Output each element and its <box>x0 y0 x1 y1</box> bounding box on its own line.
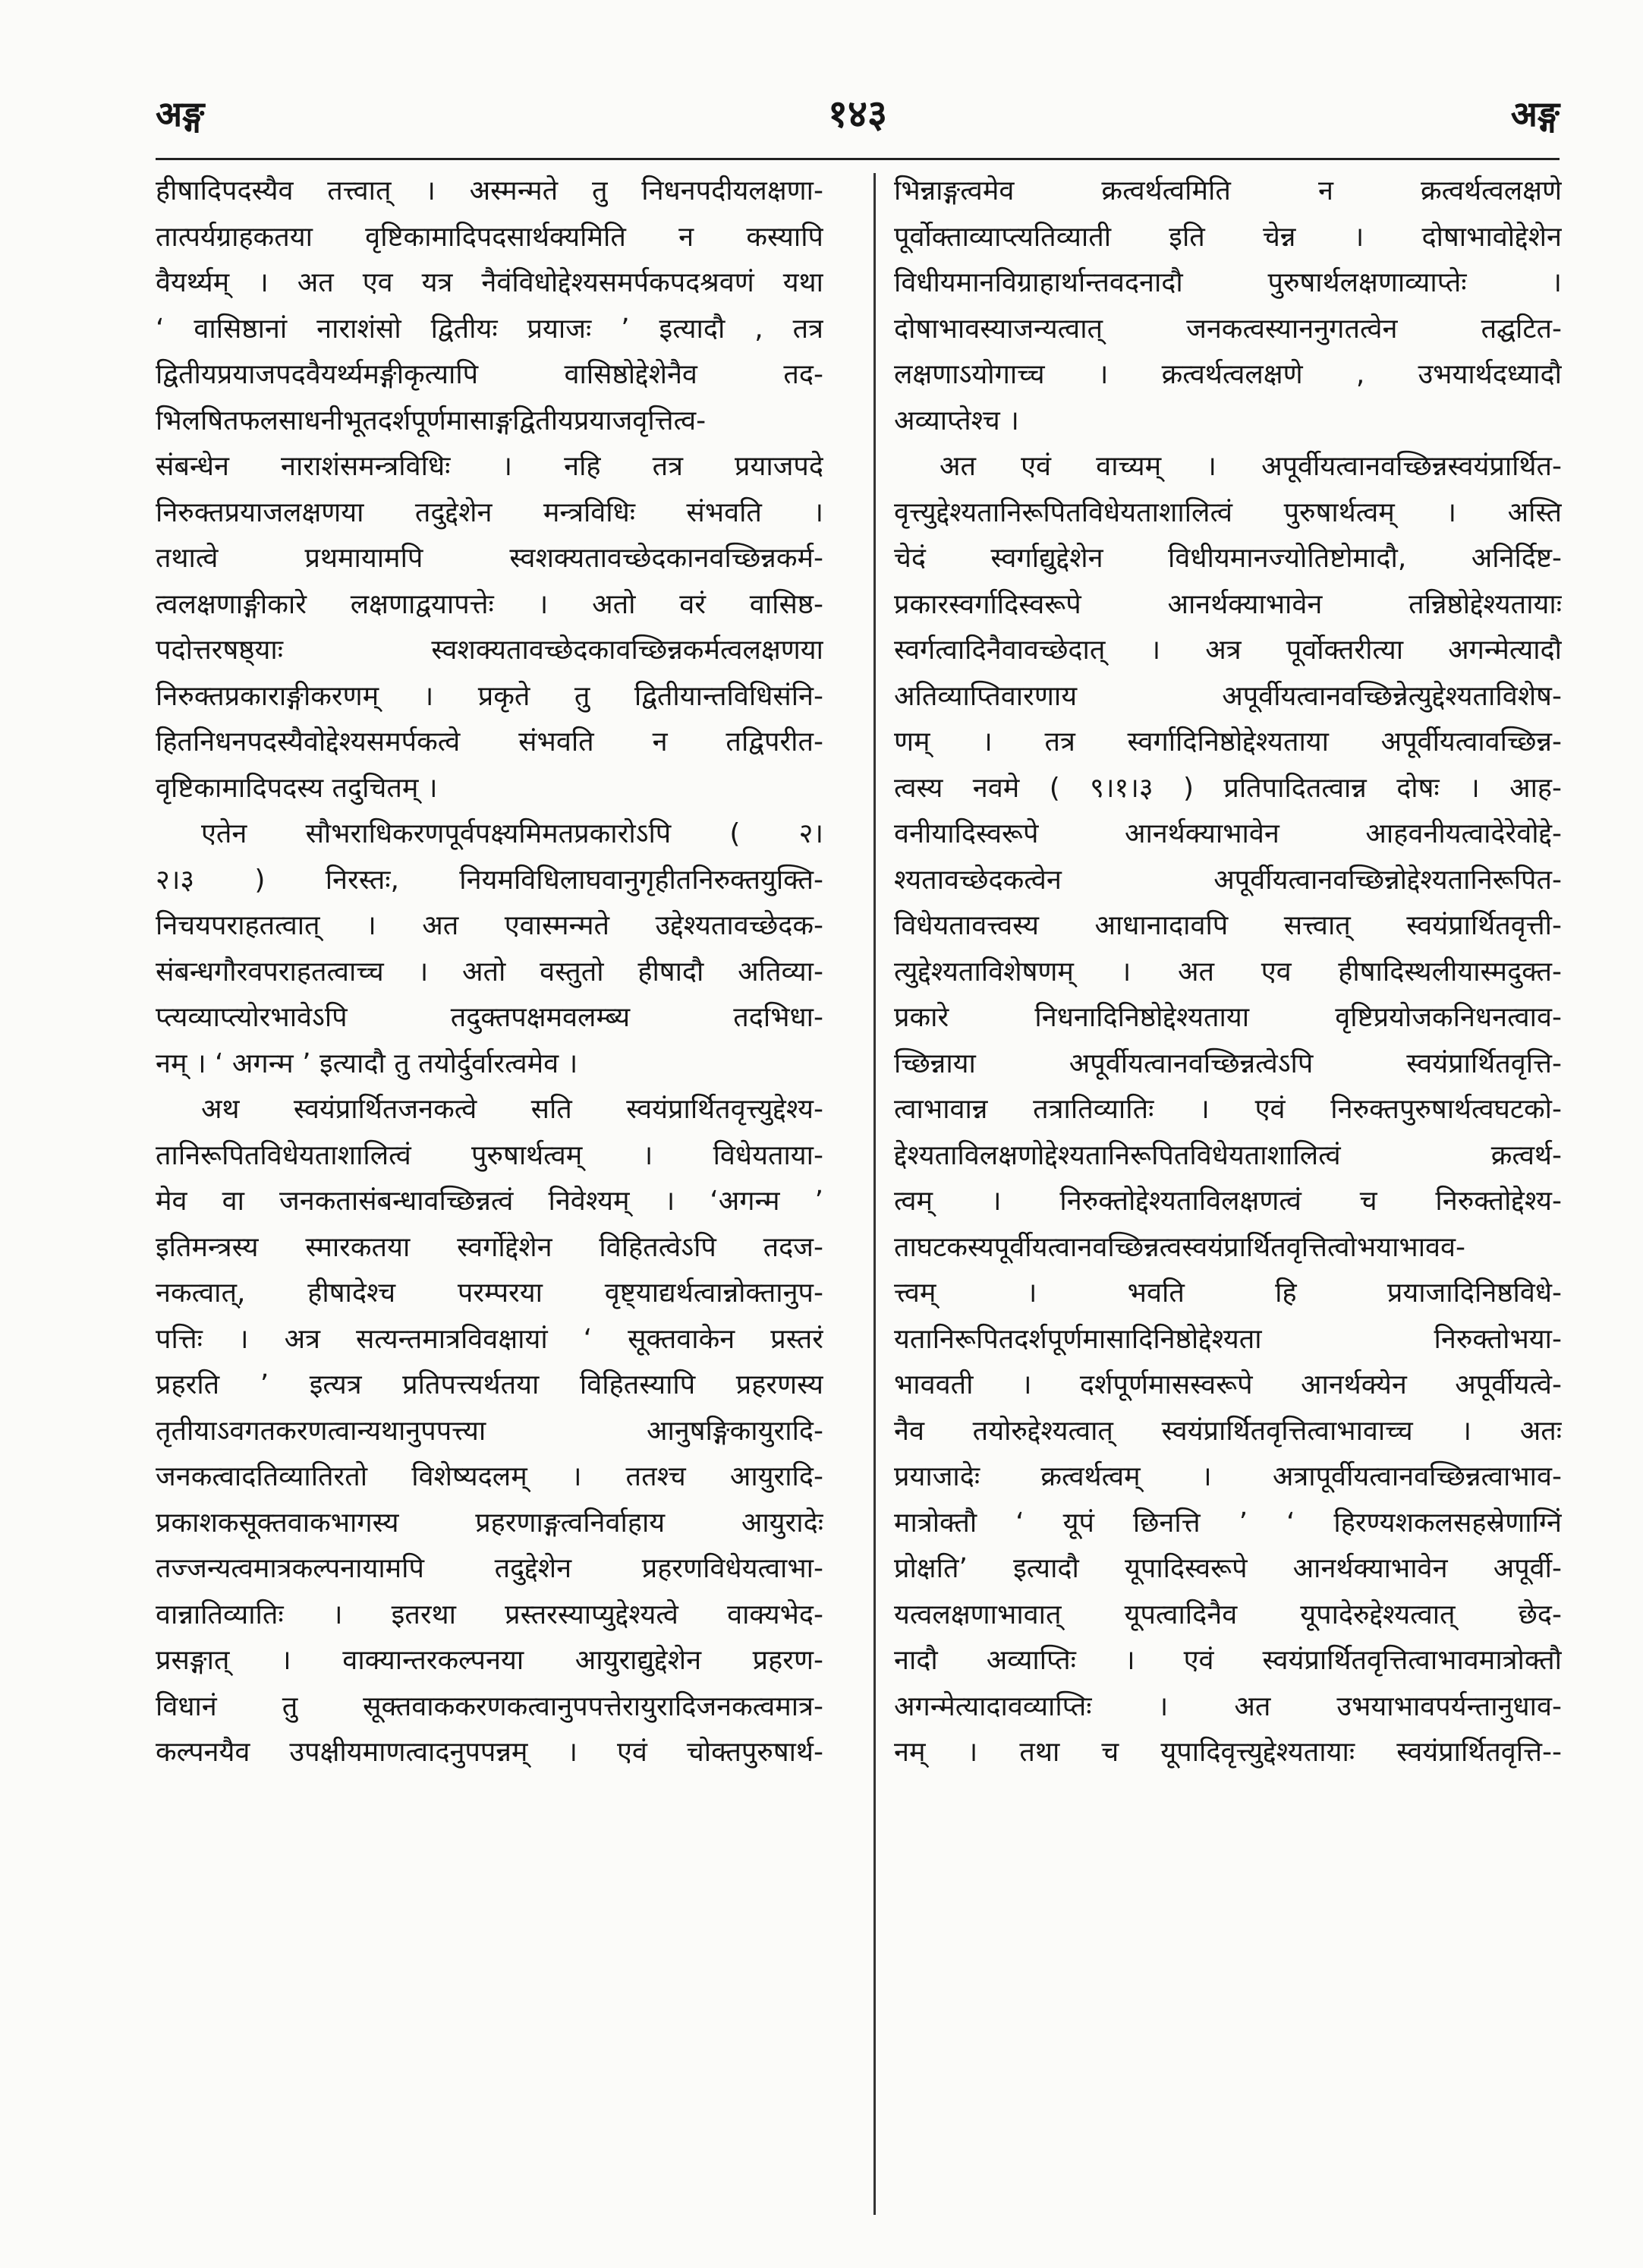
text-line: वृष्टिकामादिपदस्य तदुचितम् । <box>156 772 438 804</box>
text-line: ताघटकस्यपूर्वीयत्वानवच्छिन्नत्वस्वयंप्रार्थितवृत्तित्वोभयाभावव- <box>894 1231 1466 1263</box>
text-line: वान्नातिव्यातिः । इतरथा प्रस्तरस्याप्युद्देश्यत्वे वाक्यभेद- <box>156 1599 823 1630</box>
text-line: प्रयाजादेः क्रत्वर्थत्वम् । अत्रापूर्वीयत्वानवच्छिन्नत्वाभाव- <box>894 1461 1562 1492</box>
text-line: नादौ अव्याप्तिः । एवं स्वयंप्रार्थितवृत्तित्वाभावमात्रोक्तौ <box>894 1645 1562 1676</box>
text-line: अगन्मेत्यादावव्याप्तिः । अत उभयाभावपर्यन्तानुधाव- <box>894 1690 1562 1722</box>
text-line: स्वर्गत्वादिनैवावच्छेदात् । अत्र पूर्वोक्तरीत्या अगन्मेत्यादौ <box>894 635 1562 666</box>
text-line: ‘ वासिष्ठानां नाराशंसो द्वितीयः प्रयाजः ’ इत्यादौ , तत्र <box>156 313 823 345</box>
text-line: हीषादिपदस्यैव तत्त्वात् । अस्मन्मते तु निधनपदीयलक्षणा- <box>156 175 823 206</box>
text-line: नैव तयोरुद्देश्यत्वात् स्वयंप्रार्थितवृत्तित्वाभावाच्च । अतः <box>894 1415 1562 1447</box>
text-line: पूर्वोक्ताव्याप्त्यतिव्याती इति चेन्न । दोषाभावोद्देशेन <box>894 221 1562 253</box>
text-line: वैयर्थ्यम् । अत एव यत्र नैवंविधोद्देश्यसमर्पकपदश्रवणं यथा <box>156 267 823 298</box>
text-line: निचयपराहतत्वात् । अत एवास्मन्मते उद्देश्यतावच्छेदक- <box>156 910 823 941</box>
text-line: प्रकारस्वर्गादिस्वरूपे आनर्थक्याभावेन तन्निष्ठोद्देश्यतायाः <box>894 588 1562 620</box>
text-line: द्देश्यताविलक्षणोद्देश्यतानिरूपितविधेयताशालित्वं क्रत्वर्थ- <box>894 1139 1562 1171</box>
text-line: भाववती । दर्शपूर्णमासस्वरूपे आनर्थक्येन अपूर्वीयत्वे- <box>894 1369 1562 1400</box>
text-line: संबन्धगौरवपराहतत्वाच्च । अतो वस्तुतो हीषादौ अतिव्या- <box>156 956 823 988</box>
text-line: अतिव्याप्तिवारणाय अपूर्वीयत्वानवच्छिन्नेत्युद्देश्यताविशेष- <box>894 680 1562 712</box>
text-line: प्रहरति ’ इत्यत्र प्रतिपत्त्यर्थतया विहितस्यापि प्रहरणस्य <box>156 1369 823 1400</box>
text-line: प्रोक्षति’ इत्यादौ यूपादिस्वरूपे आनर्थक्याभावेन अपूर्वी- <box>894 1553 1562 1584</box>
text-line: प्रकारे निधनादिनिष्ठोद्देश्यताया वृष्टिप्रयोजकनिधनत्वाव- <box>894 1002 1562 1033</box>
column-divider <box>873 173 876 2215</box>
text-line: त्वम् । निरुक्तोद्देश्यताविलक्षणत्वं च निरुक्तोद्देश्य- <box>894 1186 1562 1217</box>
text-line: पत्तिः । अत्र सत्यन्तमात्रविवक्षायां ‘ सूक्तवाकेन प्रस्तरं <box>156 1323 823 1355</box>
page-number: १४३ <box>828 92 887 136</box>
text-line: अव्याप्तेश्च । <box>894 405 1019 436</box>
text-line: त्युद्देश्यताविशेषणम् । अत एव हीषादिस्थलीयास्मदुक्त- <box>894 956 1562 988</box>
page-header <box>156 87 1560 140</box>
text-line: निरुक्तप्रयाजलक्षणया तदुद्देशेन मन्त्रविधिः संभवति । <box>156 496 823 528</box>
text-line: नम् । ‘ अगन्म ’ इत्यादौ तु तयोर्दुर्वारत्वमेव । <box>156 1047 578 1079</box>
text-line: श्यतावच्छेदकत्वेन अपूर्वीयत्वानवच्छिन्नोद्देश्यतानिरूपित- <box>894 864 1562 896</box>
text-line: नकत्वात्, हीषादेश्च परम्परया वृष्ट्याद्यर्थत्वान्नोक्तानुप- <box>156 1277 823 1309</box>
text-line: विधीयमानविग्राहार्थान्तवदनादौ पुरुषार्थलक्षणाव्याप्तेः । <box>894 267 1562 298</box>
header-rule <box>156 158 1560 160</box>
text-line: त्वलक्षणाङ्गीकारे लक्षणाद्वयापत्तेः । अतो वरं वासिष्ठ- <box>156 588 823 620</box>
text-line: लक्षणाऽयोगाच्च । क्रत्वर्थत्वलक्षणे , उभयार्थदध्यादौ <box>894 359 1562 390</box>
text-line: तज्जन्यत्वमात्रकल्पनायामपि तदुद्देशेन प्रहरणविधेयत्वाभा- <box>156 1553 823 1584</box>
text-line: णम् । तत्र स्वर्गादिनिष्ठोद्देश्यताया अपूर्वीयत्वावच्छिन्न- <box>894 726 1562 758</box>
text-line: वृत्त्युद्देश्यतानिरूपितविधेयताशालित्वं पुरुषार्थत्वम् । अस्ति <box>894 496 1562 528</box>
text-line: मेव वा जनकतासंबन्धावच्छिन्नत्वं निवेश्यम् । ‘अगन्म ’ <box>156 1186 823 1217</box>
left-column <box>156 169 823 2218</box>
text-line: संबन्धेन नाराशंसमन्त्रविधिः । नहि तत्र प्रयाजपदे <box>156 451 823 482</box>
text-line: कल्पनयैव उपक्षीयमाणत्वादनुपपन्नम् । एवं चोक्तपुरुषार्थ- <box>156 1737 823 1768</box>
text-line: विधेयतावत्त्वस्य आधानादावपि सत्त्वात् स्वयंप्रार्थितवृत्ती- <box>894 910 1562 941</box>
running-head-left: अङ्ग <box>156 93 205 134</box>
text-line: तृतीयाऽवगतकरणत्वान्यथानुपपत्त्या आनुषङ्गिकायुरादि- <box>156 1415 823 1447</box>
paragraph-start: अत एवं वाच्यम् । अपूर्वीयत्वानवच्छिन्नस्वयंप्रार्थित- <box>940 451 1562 482</box>
text-line: भिलषितफलसाधनीभूतदर्शपूर्णमासाङ्गद्वितीयप्रयाजवृत्तित्व- <box>156 405 707 436</box>
text-line: प्त्यव्याप्त्योरभावेऽपि तदुक्तपक्षमवलम्ब्य तदभिधा- <box>156 1002 823 1033</box>
text-line: भिन्नाङ्गत्वमेव क्रत्वर्थत्वमिति न क्रत्वर्थत्वलक्षणे <box>894 175 1562 206</box>
text-line: दोषाभावस्याजन्यत्वात् जनकत्वस्याननुगतत्वेन तद्घटित- <box>894 313 1562 345</box>
right-column <box>894 169 1562 2218</box>
text-line: प्रसङ्गात् । वाक्यान्तरकल्पनया आयुराद्युद्देशेन प्रहरण- <box>156 1645 823 1676</box>
text-line: त्वाभावान्न तत्रातिव्यातिः । एवं निरुक्तपुरुषार्थत्वघटको- <box>894 1094 1562 1125</box>
text-line: पदोत्तरषष्ठ्याः स्वशक्यतावच्छेदकावच्छिन्नकर्मत्वलक्षणया <box>156 635 823 666</box>
text-line: निरुक्तप्रकाराङ्गीकरणम् । प्रकृते तु द्वितीयान्तविधिसंनि- <box>156 680 823 712</box>
text-line: २।३ ) निरस्तः, नियमविधिलाघवानुगृहीतनिरुक्तयुक्ति- <box>156 864 823 896</box>
text-line: चेदं स्वर्गाद्युद्देशेन विधीयमानज्योतिष्टोमादौ, अनिर्दिष्ट- <box>894 543 1562 574</box>
text-line: च्छिन्नाया अपूर्वीयत्वानवच्छिन्नत्वेऽपि स्वयंप्रार्थितवृत्ति- <box>894 1047 1562 1079</box>
text-line: जनकत्वादतिव्यातिरतो विशेष्यदलम् । ततश्च आयुरादि- <box>156 1461 823 1492</box>
text-line: नम् । तथा च यूपादिवृत्त्युद्देश्यतायाः स्वयंप्रार्थितवृत्ति-- <box>894 1737 1562 1768</box>
text-line: तथात्वे प्रथमायामपि स्वशक्यतावच्छेदकानवच्छिन्नकर्म- <box>156 543 823 574</box>
text-line: द्वितीयप्रयाजपदवैयर्थ्यमङ्गीकृत्यापि वासिष्ठोद्देशेनैव तद- <box>156 359 823 390</box>
text-line: मात्रोक्तौ ‘ यूपं छिनत्ति ’ ‘ हिरण्यशकलसहस्रेणाग्निं <box>894 1507 1562 1539</box>
text-line: त्त्वम् । भवति हि प्रयाजादिनिष्ठविधे- <box>894 1277 1562 1309</box>
text-line: विधानं तु सूक्तवाककरणकत्वानुपपत्तेरायुरादिजनकत्वमात्र- <box>156 1690 823 1722</box>
paragraph-start: अथ स्वयंप्रार्थितजनकत्वे सति स्वयंप्रार्थितवृत्त्युद्देश्य- <box>201 1094 823 1125</box>
text-line: यत्वलक्षणाभावात् यूपत्वादिनैव यूपादेरुद्देश्यत्वात् छेद- <box>894 1599 1562 1630</box>
text-line: हितनिधनपदस्यैवोद्देश्यसमर्पकत्वे संभवति न तद्विपरीत- <box>156 726 823 758</box>
text-line: तात्पर्यग्राहकतया वृष्टिकामादिपदसार्थक्यमिति न कस्यापि <box>156 221 823 253</box>
text-line: तानिरूपितविधेयताशालित्वं पुरुषार्थत्वम् । विधेयताया- <box>156 1139 823 1171</box>
text-line: त्वस्य नवमे ( ९।१।३ ) प्रतिपादितत्वान्न दोषः । आह- <box>894 772 1562 804</box>
text-line: इतिमन्त्रस्य स्मारकतया स्वर्गोद्देशेन विहितत्वेऽपि तदज- <box>156 1231 823 1263</box>
running-head-right: अङ्ग <box>1510 93 1560 134</box>
text-line: प्रकाशकसूक्तवाकभागस्य प्रहरणाङ्गत्वनिर्वाहाय आयुरादेः <box>156 1507 823 1539</box>
paragraph-start: एतेन सौभराधिकरणपूर्वपक्ष्यमिमतप्रकारोऽपि ( २। <box>201 818 823 849</box>
text-line: यतानिरूपितदर्शपूर्णमासादिनिष्ठोद्देश्यता निरुक्तोभया- <box>894 1323 1562 1355</box>
text-line: वनीयादिस्वरूपे आनर्थक्याभावेन आहवनीयत्वादेरेवोद्दे- <box>894 818 1562 849</box>
